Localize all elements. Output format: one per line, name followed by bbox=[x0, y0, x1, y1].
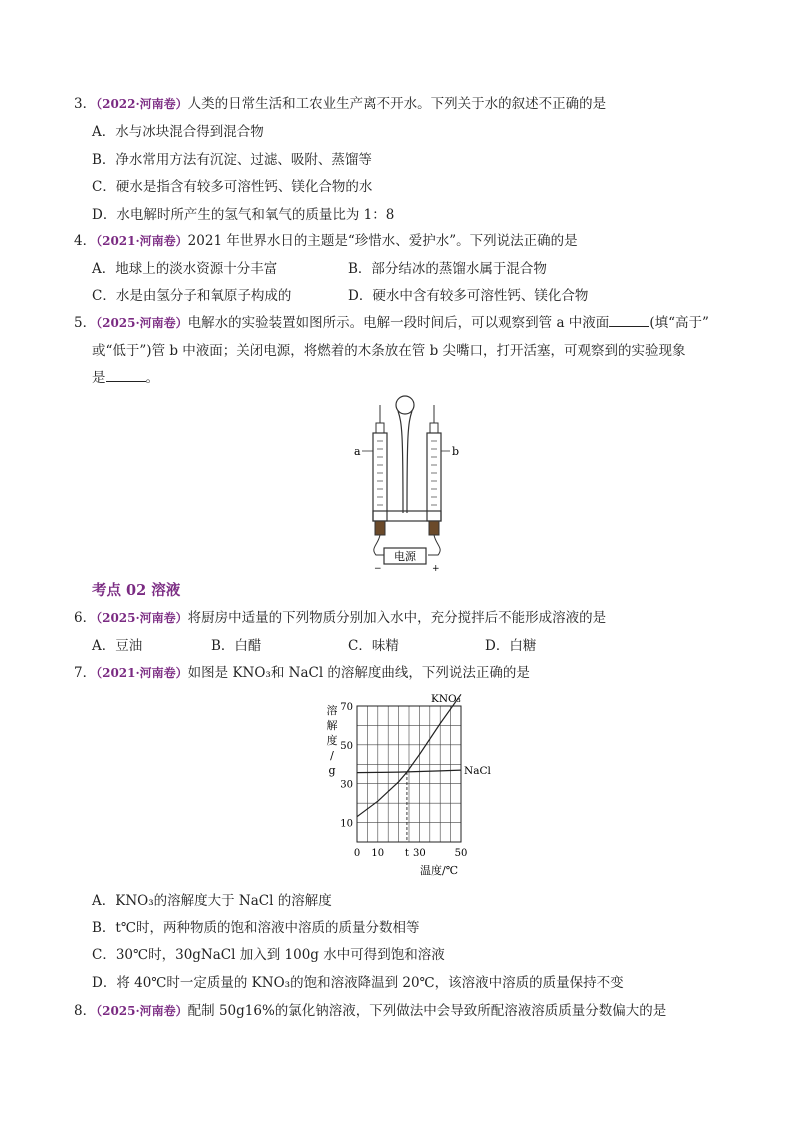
q5-line3 bbox=[92, 369, 159, 387]
fig-minus: − bbox=[374, 564, 382, 573]
q6-text: 将厨房中适量的下列物质分别加入水中，充分搅拌后不能形成溶液的是 bbox=[187, 610, 607, 626]
q4-option-b: B．部分结冰的蒸馏水属于混合物 bbox=[348, 261, 547, 277]
y-tick-label: 10 bbox=[340, 818, 353, 830]
q6-option-b: B．白醋 bbox=[211, 638, 262, 654]
q6-source: （2025·河南卷） bbox=[96, 611, 188, 625]
series-label-nacl: NaCl bbox=[464, 765, 491, 778]
series-label-kno3: KNO₃ bbox=[431, 693, 461, 705]
q5-number: 5． bbox=[74, 315, 97, 331]
q4-source: （2021·河南卷） bbox=[96, 234, 188, 248]
q4-option-c: C．水是由氢分子和氧原子构成的 bbox=[92, 288, 292, 304]
q8-stem bbox=[74, 1002, 666, 1020]
q6-option-c: C．味精 bbox=[348, 638, 399, 654]
x-tick-label: 10 bbox=[371, 848, 385, 859]
y-tick-label: 50 bbox=[340, 740, 353, 752]
x-tick-label: 50 bbox=[454, 848, 468, 859]
fig-plus: + bbox=[432, 564, 440, 573]
q4-text: 2021 年世界水日的主题是“珍惜水、爱护水”。下列说法正确的是 bbox=[187, 233, 578, 249]
solubility-chart bbox=[320, 688, 500, 883]
x-axis-label: 温度/℃ bbox=[419, 864, 459, 877]
q5-line3-a: 是 bbox=[92, 370, 106, 386]
q5-line2: 或“低于”)管 b 中液面；关闭电源，将燃着的木条放在管 b 尖嘴口，打开活塞，可观察到的实验现象 bbox=[92, 343, 686, 359]
q3-option-a: A．水与冰块混合得到混合物 bbox=[92, 124, 264, 140]
q3-source: （2022·河南卷） bbox=[96, 97, 188, 111]
q8-text: 配制 50g16%的氯化钠溶液，下列做法中会导致所配溶液溶质质量分数偏大的是 bbox=[187, 1003, 667, 1019]
q5-source: （2025·河南卷） bbox=[96, 316, 188, 330]
q4-stem bbox=[74, 232, 578, 250]
q3-option-c: C．硬水是指含有较多可溶性钙、镁化合物的水 bbox=[92, 179, 373, 195]
q3-text: 人类的日常生活和工农业生产离不开水。下列关于水的叙述不正确的是 bbox=[187, 96, 607, 112]
q3-stem bbox=[74, 95, 606, 113]
q8-number: 8． bbox=[74, 1003, 97, 1019]
q7-option-c: C．30℃时，30gNaCl 加入到 100g 水中可得到饱和溶液 bbox=[92, 947, 445, 963]
q7-option-b: B．t℃时，两种物质的饱和溶液中溶质的质量分数相等 bbox=[92, 920, 420, 936]
x-tick-label: 0 bbox=[353, 848, 361, 859]
q7-text: 如图是 KNO₃和 NaCl 的溶解度曲线，下列说法正确的是 bbox=[187, 665, 530, 681]
q5-line3-b: 。 bbox=[145, 370, 159, 386]
q4-number: 4． bbox=[74, 233, 97, 249]
q5-text-a: 电解水的实验装置如图所示。电解一段时间后，可以观察到管 a 中液面 bbox=[187, 315, 610, 331]
q5-blank-2[interactable] bbox=[106, 369, 146, 382]
chart-grid bbox=[357, 706, 461, 842]
y-tick-label: 30 bbox=[340, 779, 353, 791]
y-axis-label: g bbox=[328, 764, 336, 777]
q4-option-d: D．硬水中含有较多可溶性钙、镁化合物 bbox=[348, 288, 589, 304]
q5-stem bbox=[74, 314, 709, 332]
q5-text-b: (填“高于” bbox=[649, 315, 709, 331]
y-axis-label: 溶 bbox=[326, 704, 338, 717]
q7-source: （2021·河南卷） bbox=[96, 666, 188, 680]
x-tick-label: t bbox=[404, 848, 409, 859]
q4-option-a: A．地球上的淡水资源十分丰富 bbox=[92, 261, 278, 277]
y-tick-label: 70 bbox=[340, 702, 353, 713]
electrolysis-figure bbox=[340, 393, 470, 573]
q7-option-a: A．KNO₃的溶解度大于 NaCl 的溶解度 bbox=[92, 893, 332, 909]
q7-option-d: D．将 40℃时一定质量的 KNO₃的饱和溶液降温到 20℃，该溶液中溶质的质量保持不变 bbox=[92, 975, 624, 991]
q6-option-d: D．白糖 bbox=[485, 638, 537, 654]
q7-stem bbox=[74, 664, 530, 682]
y-axis-label: 解 bbox=[326, 719, 338, 732]
y-axis-label: 度 bbox=[326, 734, 338, 747]
q6-option-a: A．豆油 bbox=[92, 638, 143, 654]
fig-power-label: 电源 bbox=[394, 550, 416, 563]
y-axis-label: / bbox=[330, 749, 334, 762]
q3-option-b: B．净水常用方法有沉淀、过滤、吸附、蒸馏等 bbox=[92, 152, 372, 168]
section-heading: 考点 02 溶液 bbox=[92, 582, 181, 599]
x-tick-label: 30 bbox=[413, 848, 426, 859]
q3-option-d: D．水电解时所产生的氢气和氧气的质量比为 1：8 bbox=[92, 207, 395, 223]
q6-stem bbox=[74, 609, 606, 627]
q7-number: 7． bbox=[74, 665, 97, 681]
q6-number: 6． bbox=[74, 610, 97, 626]
q8-source: （2025·河南卷） bbox=[96, 1004, 188, 1018]
q5-blank-1[interactable] bbox=[609, 314, 649, 327]
q3-number: 3． bbox=[74, 96, 97, 112]
fig-label-a: a bbox=[354, 445, 361, 458]
fig-label-b: b bbox=[452, 445, 460, 458]
